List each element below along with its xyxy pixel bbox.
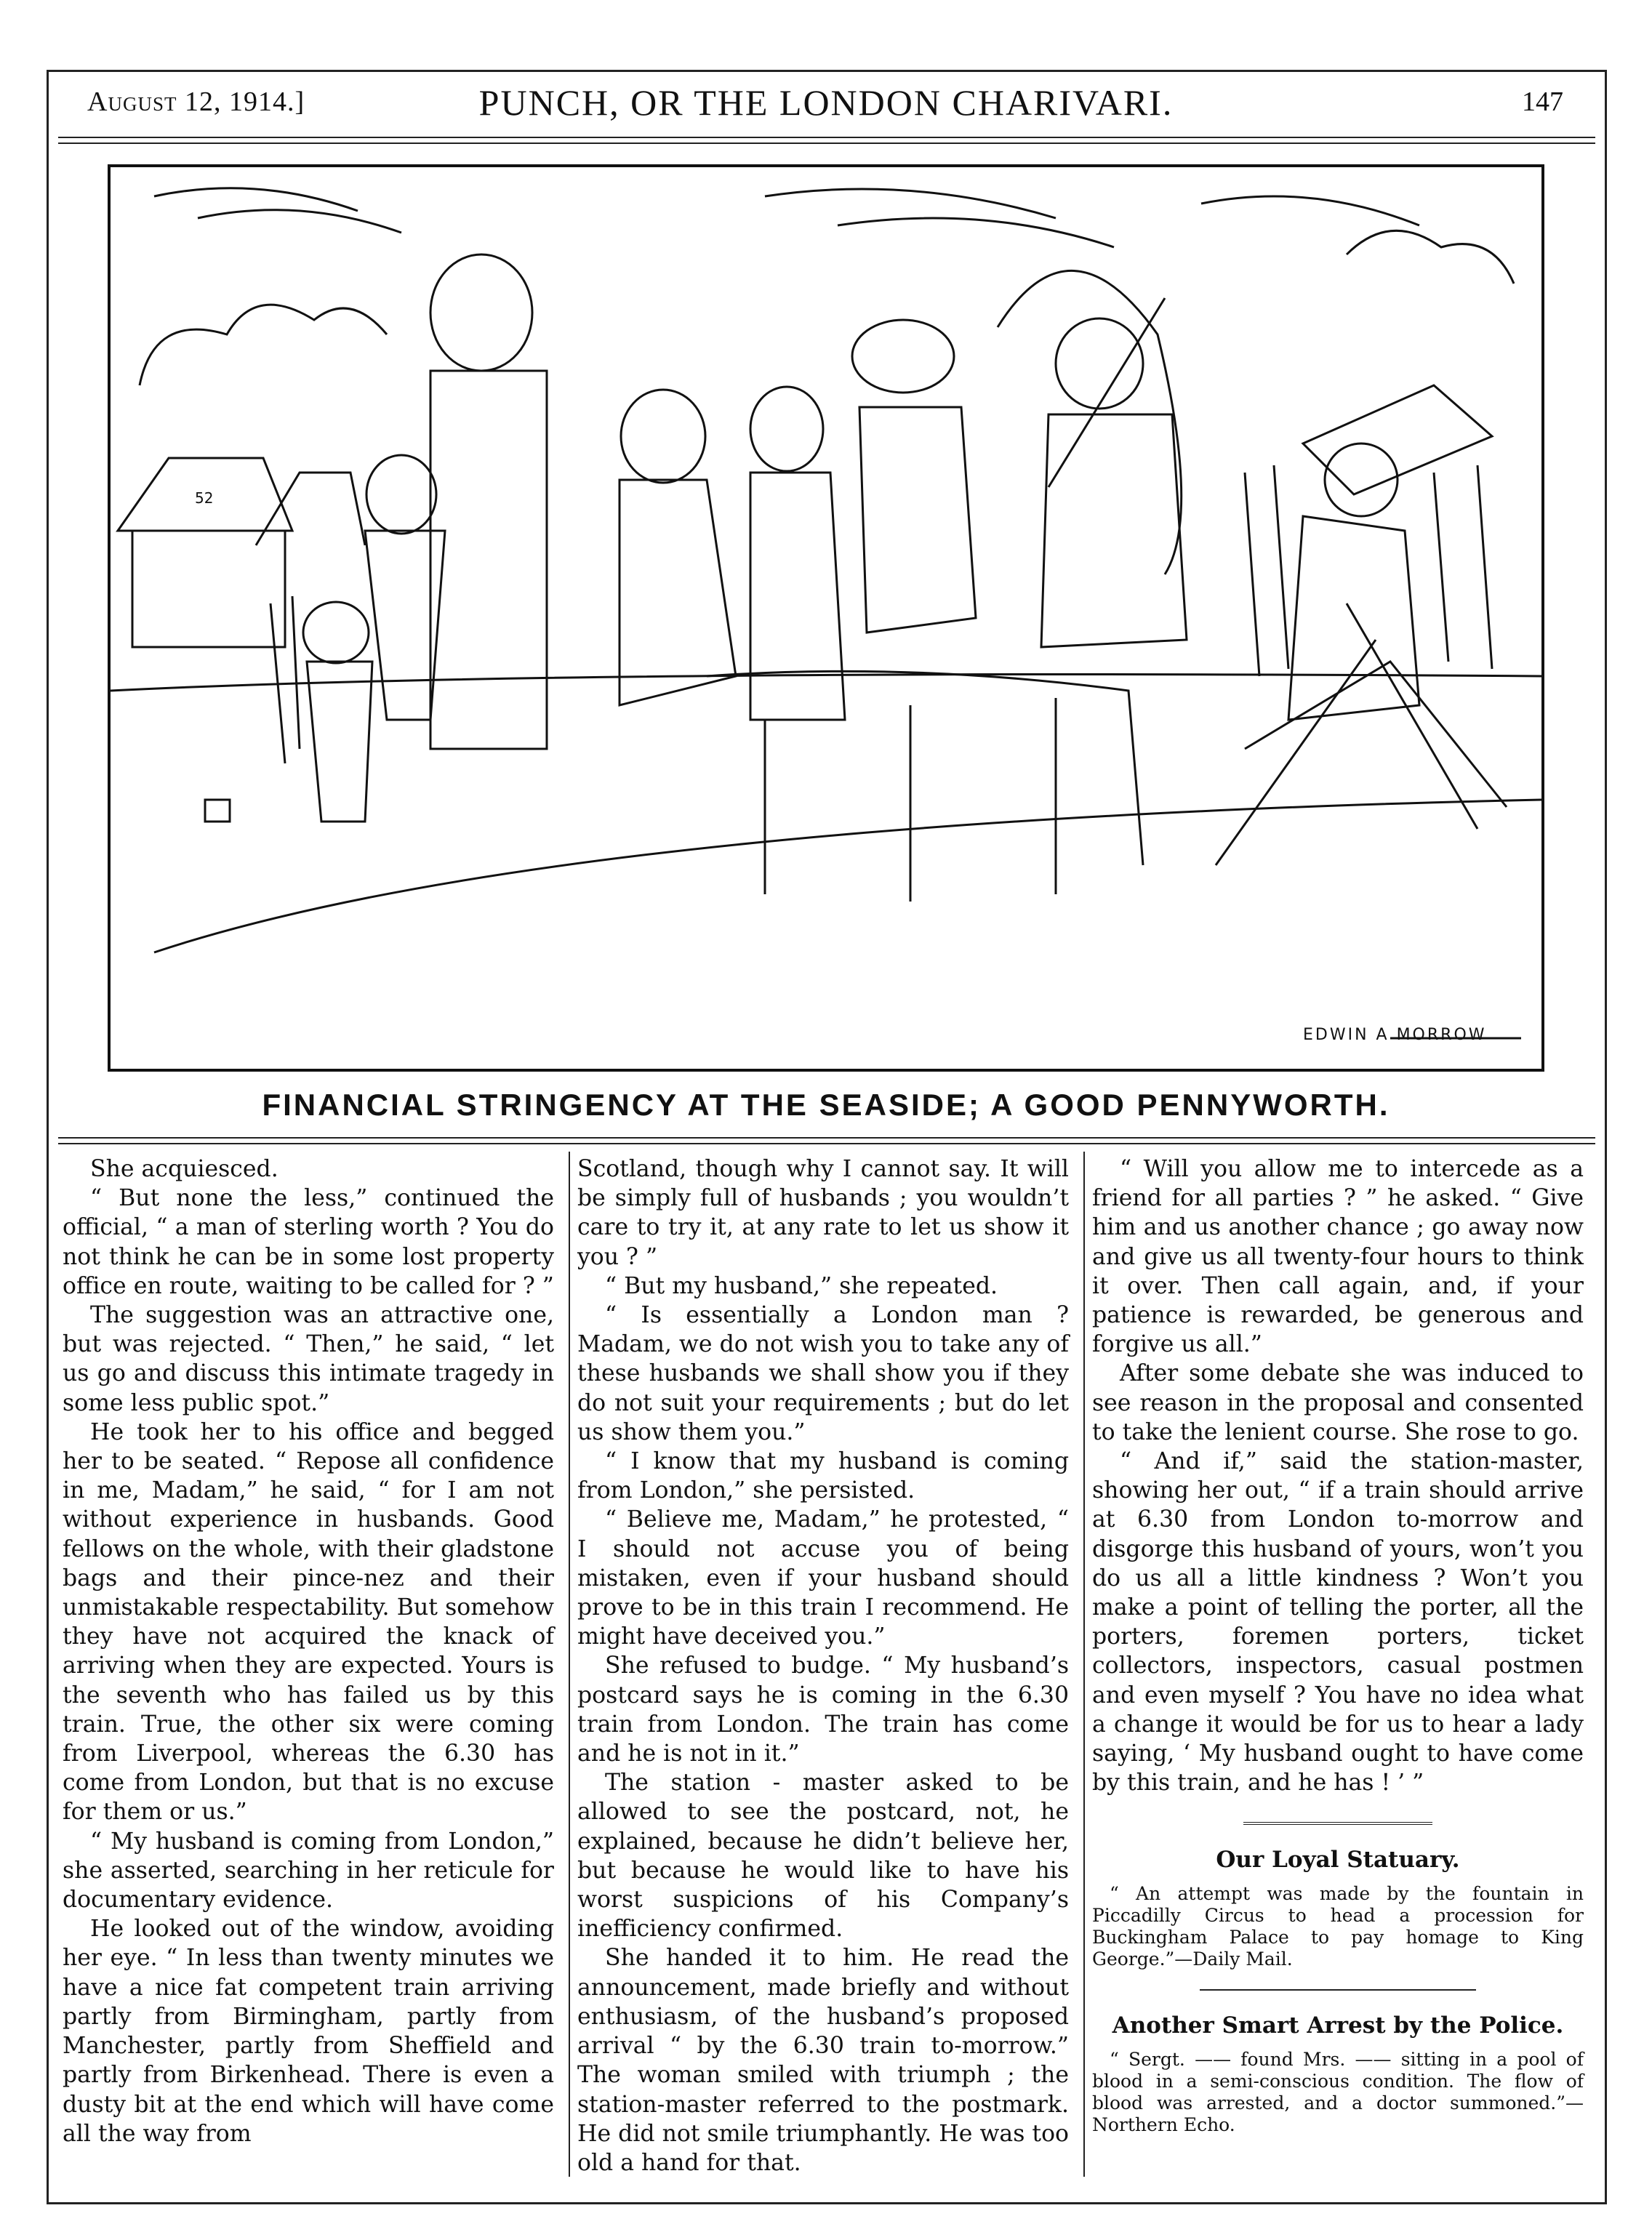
paragraph: “ I know that my husband is coming from London,” she persisted. [577, 1448, 1069, 1504]
cartoon-caption: FINANCIAL STRINGENCY AT THE SEASIDE; A GOOD PENNYWORTH. [262, 1088, 1390, 1122]
cloud-left [140, 305, 387, 385]
article-column-3 [1092, 1155, 1584, 2172]
section-divider [1243, 1822, 1432, 1825]
filler-title-statuary: Our Loyal Statuary. [1216, 1847, 1460, 1874]
horizon-line [111, 675, 1541, 691]
column-divider-2 [1083, 1152, 1085, 2177]
page-number: 147 [1522, 87, 1563, 117]
caption-rule [58, 1137, 1595, 1139]
paragraph: “ Is essentially a London man ? Madam, we do not wish you to take any of these husbands we shall show you if they do not suit your requirements ; but do let us show them you.” [577, 1302, 1069, 1445]
paragraph: “ Will you allow me to intercede as a friend for all parties ? ” he asked. “ Give him and us another chance ; go away now and give us all twenty-four hours to think it over. Then call again, and, if your patience is rewarded, be generous and forgive us all.” [1092, 1156, 1584, 1358]
column-divider-1 [569, 1152, 570, 2177]
filler-arrest [1092, 2049, 1584, 2136]
paragraph: The station - master asked to be allowed to see the postcard, not, he explained, because he didn’t believe her, but because he would like to have his worst suspicions of his Company’s inefficiency confirmed. [577, 1770, 1069, 1943]
paragraph: Scotland, though why I cannot say. It will be simply full of husbands ; you wouldn’t care to try it, at any rate to let us show it you ? ” [577, 1156, 1069, 1270]
caption-rule-lower [58, 1143, 1595, 1144]
seated-figures [303, 254, 1187, 902]
header-rule [58, 137, 1595, 138]
bathing-huts [118, 458, 365, 647]
cartoon-illustration [108, 164, 1544, 1072]
deck-chair [1216, 385, 1507, 865]
sky-hatching [154, 188, 1419, 247]
paragraph: “ And if,” said the station-master, showing her out, “ if a train should arrive at 6.30 from London to-morrow and disgorge this husband of yours, won’t you do us all a little kindness ? Won’t you make a point of telling the porter, all the porters, foremen porters, ticket collectors, inspectors, casual postmen and even myself ? You have no idea what a change it would be for us to hear a lady saying, ‘ My husband ought to have come by this train, and he has ! ’ ” [1092, 1448, 1584, 1797]
paragraph: He took her to his office and begged her to be seated. “ Repose all confidence in me, Madam,” he said, “ for I am not without experience in husbands. Good fellows on the whole, with their gladstone bags and their pince-nez and their unmistakable respectability. But somehow they have not acquired the knack of arriving when they are expected. Yours is the seventh who has failed us by this train. True, the other six were coming from Liverpool, whereas the 6.30 has come from London, but that is no excuse for them or us.” [63, 1418, 554, 1826]
paragraph: After some debate she was induced to see reason in the proposal and consented to take the lenient course. She rose to go. [1092, 1360, 1584, 1445]
paragraph: The suggestion was an attractive one, but was rejected. “ Then,” he said, “ let us go and discuss this intimate tragedy in some less public spot.” [63, 1302, 554, 1416]
section-divider [1200, 1989, 1476, 1991]
paragraph: She handed it to him. He read the announcement, made briefly and without enthusiasm, of the husband’s proposed arrival “ by the 6.30 train to-morrow.” The woman smiled with triumph ; the station-master referred to the postmark. He did not smile triumphantly. He was too old a hand for that. [577, 1945, 1069, 2176]
artist-signature: EDWIN A MORROW [1303, 1026, 1487, 1044]
filler-title-arrest: Another Smart Arrest by the Police. [1112, 2012, 1564, 2039]
filler-statuary [1092, 1883, 1584, 1970]
sand-bucket [205, 800, 230, 822]
parasol [998, 270, 1182, 574]
header-rule-lower [58, 142, 1595, 144]
paragraph: He looked out of the window, avoiding her eye. “ In less than twenty minutes we have a nice fat competent train arriving partly from Birmingham, partly from Manchester, partly from Sheffield and partly from Birkenhead. There is even a dusty bit at the end which will have come all the way from [63, 1916, 554, 2147]
paragraph: “ My husband is coming from London,” she asserted, searching in her reticule for documentary evidence. [63, 1828, 554, 1914]
paragraph: “ But none the less,” continued the official, “ a man of sterling worth ? You do not think he can be in some lost property office en route, waiting to be called for ? ” [63, 1185, 554, 1299]
hut-number: 52 [195, 489, 214, 507]
cartoon-drawing [111, 167, 1541, 1069]
article-column-2 [577, 1155, 1069, 2176]
filler-text: “ An attempt was made by the fountain in Piccadilly Circus to head a procession for Buckingham Palace to pay homage to King George.”—Daily Mail. [1092, 1883, 1584, 1970]
paragraph: She acquiesced. [90, 1156, 278, 1182]
background-crowd [270, 465, 1492, 763]
paragraph: She refused to budge. “ My husband’s postcard says he is coming in the 6.30 train from London. The train has come and he is not in it.” [577, 1653, 1069, 1767]
paragraph: “ But my husband,” she repeated. [605, 1272, 998, 1299]
article-column-1 [63, 1155, 554, 2172]
issue-date: August 12, 1914.] [87, 87, 305, 117]
filler-text: “ Sergt. —— found Mrs. —— sitting in a pool of blood in a semi-conscious condition. The flow of blood was arrested, and a doctor summoned.”—Northern Echo. [1092, 2049, 1584, 2136]
paragraph: “ Believe me, Madam,” he protested, “ I should not accuse you of being mistaken, even if your husband should prove to be in this train I recommend. He might have deceived you.” [577, 1506, 1069, 1650]
masthead-title: PUNCH, OR THE LONDON CHARIVARI. [478, 82, 1174, 123]
cloud-right [1347, 230, 1514, 284]
